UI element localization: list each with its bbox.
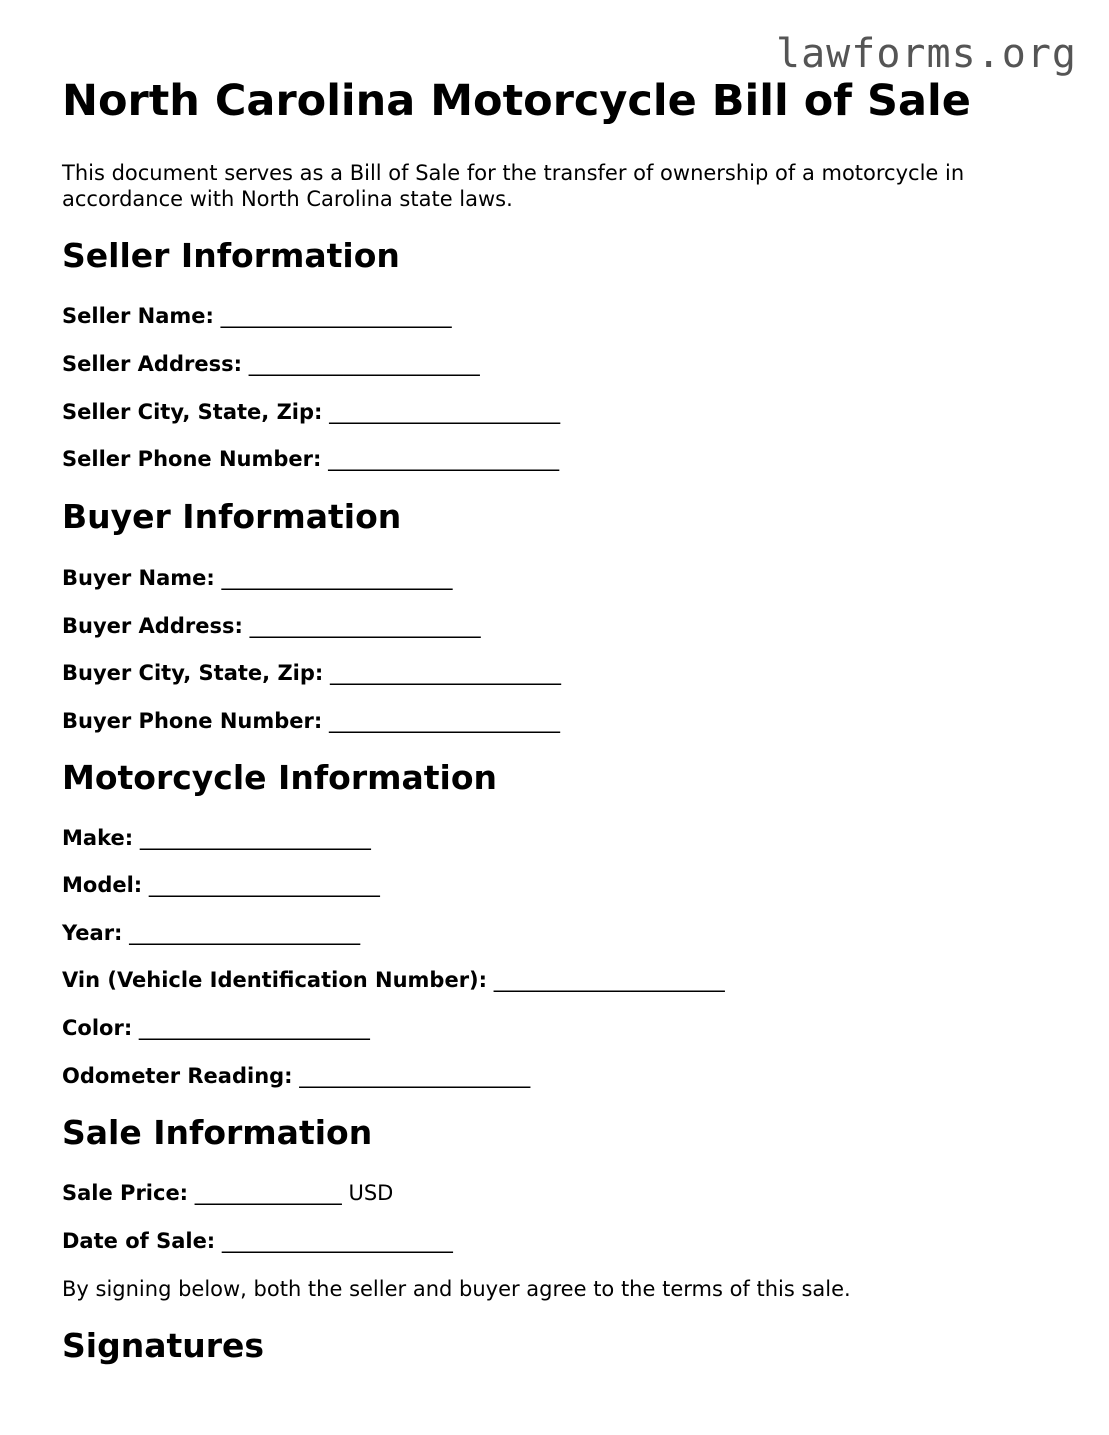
seller-phone-blank[interactable]: ______________________ (328, 447, 560, 471)
make-label: Make: (62, 826, 134, 850)
color-field[interactable] (62, 1016, 370, 1041)
seller-name-blank[interactable]: ______________________ (220, 304, 452, 328)
color-label: Color: (62, 1016, 133, 1040)
vin-blank[interactable]: ______________________ (493, 968, 725, 992)
seller-address-field[interactable] (62, 352, 480, 377)
model-field[interactable] (62, 873, 380, 898)
seller-section-heading: Seller Information (62, 236, 400, 275)
sale-date-blank[interactable]: ______________________ (221, 1229, 453, 1253)
make-blank[interactable]: ______________________ (139, 826, 371, 850)
buyer-phone-blank[interactable]: ______________________ (328, 709, 560, 733)
seller-city-blank[interactable]: ______________________ (329, 400, 561, 424)
intro-paragraph: This document serves as a Bill of Sale for the transfer of ownership of a motorcycle in accordance with North Carolina state laws. (62, 161, 965, 211)
odometer-label: Odometer Reading: (62, 1064, 293, 1088)
seller-city-field[interactable] (62, 400, 560, 425)
seller-phone-label: Seller Phone Number: (62, 447, 322, 471)
sale-date-label: Date of Sale: (62, 1229, 216, 1253)
buyer-section-heading: Buyer Information (62, 497, 402, 536)
document-title: North Carolina Motorcycle Bill of Sale (62, 76, 971, 126)
sale-price-blank[interactable]: ______________ (194, 1181, 342, 1205)
seller-name-field[interactable] (62, 304, 452, 329)
model-blank[interactable]: ______________________ (148, 873, 380, 897)
sale-price-label: Sale Price: (62, 1181, 189, 1205)
sale-section-heading: Sale Information (62, 1113, 373, 1152)
motorcycle-section-heading: Motorcycle Information (62, 758, 498, 797)
agreement-statement: By signing below, both the seller and buyer agree to the terms of this sale. (62, 1277, 851, 1301)
buyer-name-blank[interactable]: ______________________ (221, 566, 453, 590)
vin-field[interactable] (62, 968, 725, 993)
buyer-address-field[interactable] (62, 614, 481, 639)
watermark: lawforms.org (776, 31, 1077, 77)
year-label: Year: (62, 921, 123, 945)
vin-label: Vin (Vehicle Identification Number): (62, 968, 488, 992)
buyer-name-label: Buyer Name: (62, 566, 215, 590)
buyer-city-field[interactable] (62, 661, 561, 686)
make-field[interactable] (62, 826, 371, 851)
buyer-name-field[interactable] (62, 566, 453, 591)
year-field[interactable] (62, 921, 360, 946)
signatures-section-heading: Signatures (62, 1326, 265, 1365)
seller-name-label: Seller Name: (62, 304, 214, 328)
buyer-phone-label: Buyer Phone Number: (62, 709, 323, 733)
odometer-field[interactable] (62, 1064, 530, 1089)
year-blank[interactable]: ______________________ (129, 921, 361, 945)
sale-date-field[interactable] (62, 1229, 453, 1254)
seller-address-label: Seller Address: (62, 352, 242, 376)
model-label: Model: (62, 873, 143, 897)
seller-phone-field[interactable] (62, 447, 559, 472)
odometer-blank[interactable]: ______________________ (299, 1064, 531, 1088)
buyer-phone-field[interactable] (62, 709, 560, 734)
buyer-city-label: Buyer City, State, Zip: (62, 661, 324, 685)
sale-price-field[interactable] (62, 1181, 393, 1206)
seller-city-label: Seller City, State, Zip: (62, 400, 323, 424)
buyer-city-blank[interactable]: ______________________ (330, 661, 561, 685)
seller-address-blank[interactable]: ______________________ (248, 352, 480, 376)
buyer-address-blank[interactable]: ______________________ (249, 614, 481, 638)
buyer-address-label: Buyer Address: (62, 614, 243, 638)
sale-price-currency: USD (348, 1181, 394, 1205)
color-blank[interactable]: ______________________ (138, 1016, 370, 1040)
